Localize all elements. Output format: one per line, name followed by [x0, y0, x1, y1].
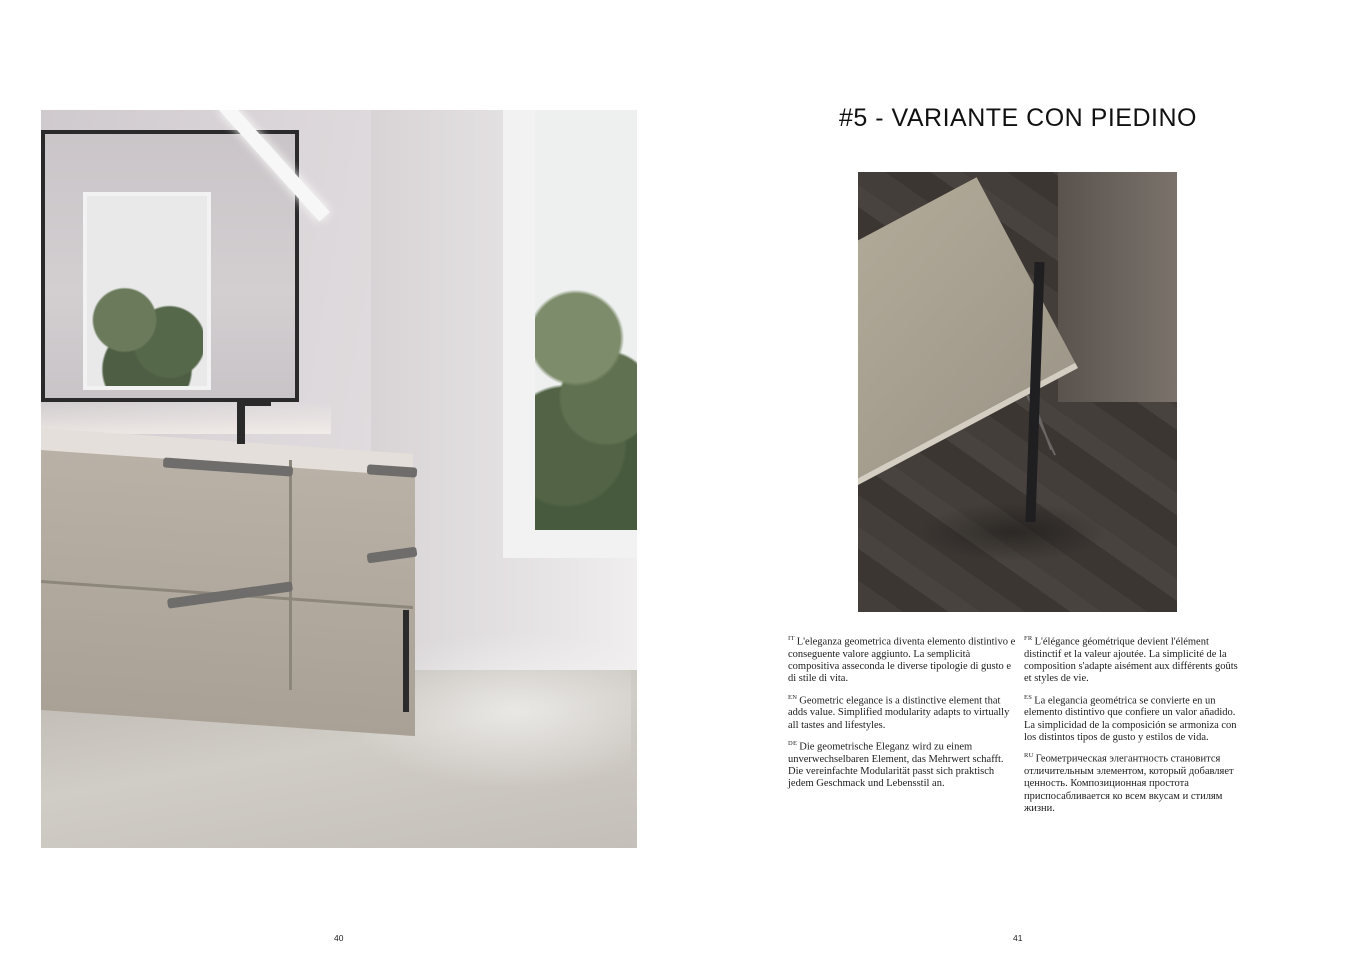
- photo-mirror-reflection: [45, 134, 295, 398]
- page-number-left: 40: [334, 933, 344, 943]
- paragraph-de: [788, 738, 1016, 791]
- paragraph-text: Die geometrische Eleganz wird zu einem unverwechselbaren Element, das Mehrwert schafft. Die vereinfachte Modularität passt sich praktisch jedem Geschmack und Lebensstil an.: [788, 741, 1004, 790]
- paragraph-text: Геометрическая элегантность становится отличительным элементом, который добавляет ценность. Композиционная простота приспосабливается ко всем вкусам и стилям жизни.: [1024, 753, 1234, 815]
- photo-led-glow: [41, 402, 331, 434]
- page-number-right: 41: [1013, 933, 1023, 943]
- photo-mirror-window: [83, 192, 211, 390]
- photo-drawer-divider-vertical: [289, 460, 292, 690]
- photo-cabinet-leg: [403, 610, 409, 712]
- paragraph-fr: [1024, 633, 1244, 686]
- language-code: RU: [1024, 752, 1034, 760]
- paragraph-ru: [1024, 750, 1244, 815]
- photo-faucet-spout: [237, 400, 271, 406]
- leg-detail-photo: [858, 172, 1177, 612]
- photo-leg-shadow: [918, 502, 1108, 562]
- language-code: DE: [788, 740, 798, 748]
- photo-mirror: [41, 130, 299, 402]
- paragraph-text: L'élégance géométrique devient l'élément distinctif et la valeur ajoutée. La simplicité de la composition s'adapte aisément aux différents goûts et styles de vie.: [1024, 636, 1238, 685]
- language-code: EN: [788, 693, 798, 701]
- text-column-left: [788, 633, 1016, 797]
- language-code: FR: [1024, 635, 1033, 642]
- paragraph-text: Geometric elegance is a distinctive element that adds value. Simplified modularity adapts to virtually all tastes and lifestyles.: [788, 695, 1010, 731]
- paragraph-es: [1024, 692, 1244, 745]
- photo-faucet: [237, 400, 245, 444]
- language-code: IT: [788, 635, 795, 642]
- bathroom-vanity-photo: [41, 110, 637, 848]
- photo-trees: [535, 290, 637, 530]
- paragraph-en: [788, 692, 1016, 732]
- text-column-right: [1024, 633, 1244, 821]
- page-title: #5 - VARIANTE CON PIEDINO: [839, 104, 1197, 132]
- paragraph-text: L'eleganza geometrica diventa elemento distintivo e conseguente valore aggiunto. La semplicità compositiva asseconda le diverse tipologie di gusto e di stile di vita.: [788, 636, 1016, 685]
- paragraph-it: [788, 633, 1016, 686]
- language-code: ES: [1024, 693, 1033, 701]
- photo-mirror-trees: [91, 276, 203, 386]
- paragraph-text: La elegancia geométrica se convierte en un elemento distintivo que confiere un valor añadido. La simplicidad de la composición se armoniza con los distintos tipos de gusto y estilos de vida.: [1024, 695, 1237, 744]
